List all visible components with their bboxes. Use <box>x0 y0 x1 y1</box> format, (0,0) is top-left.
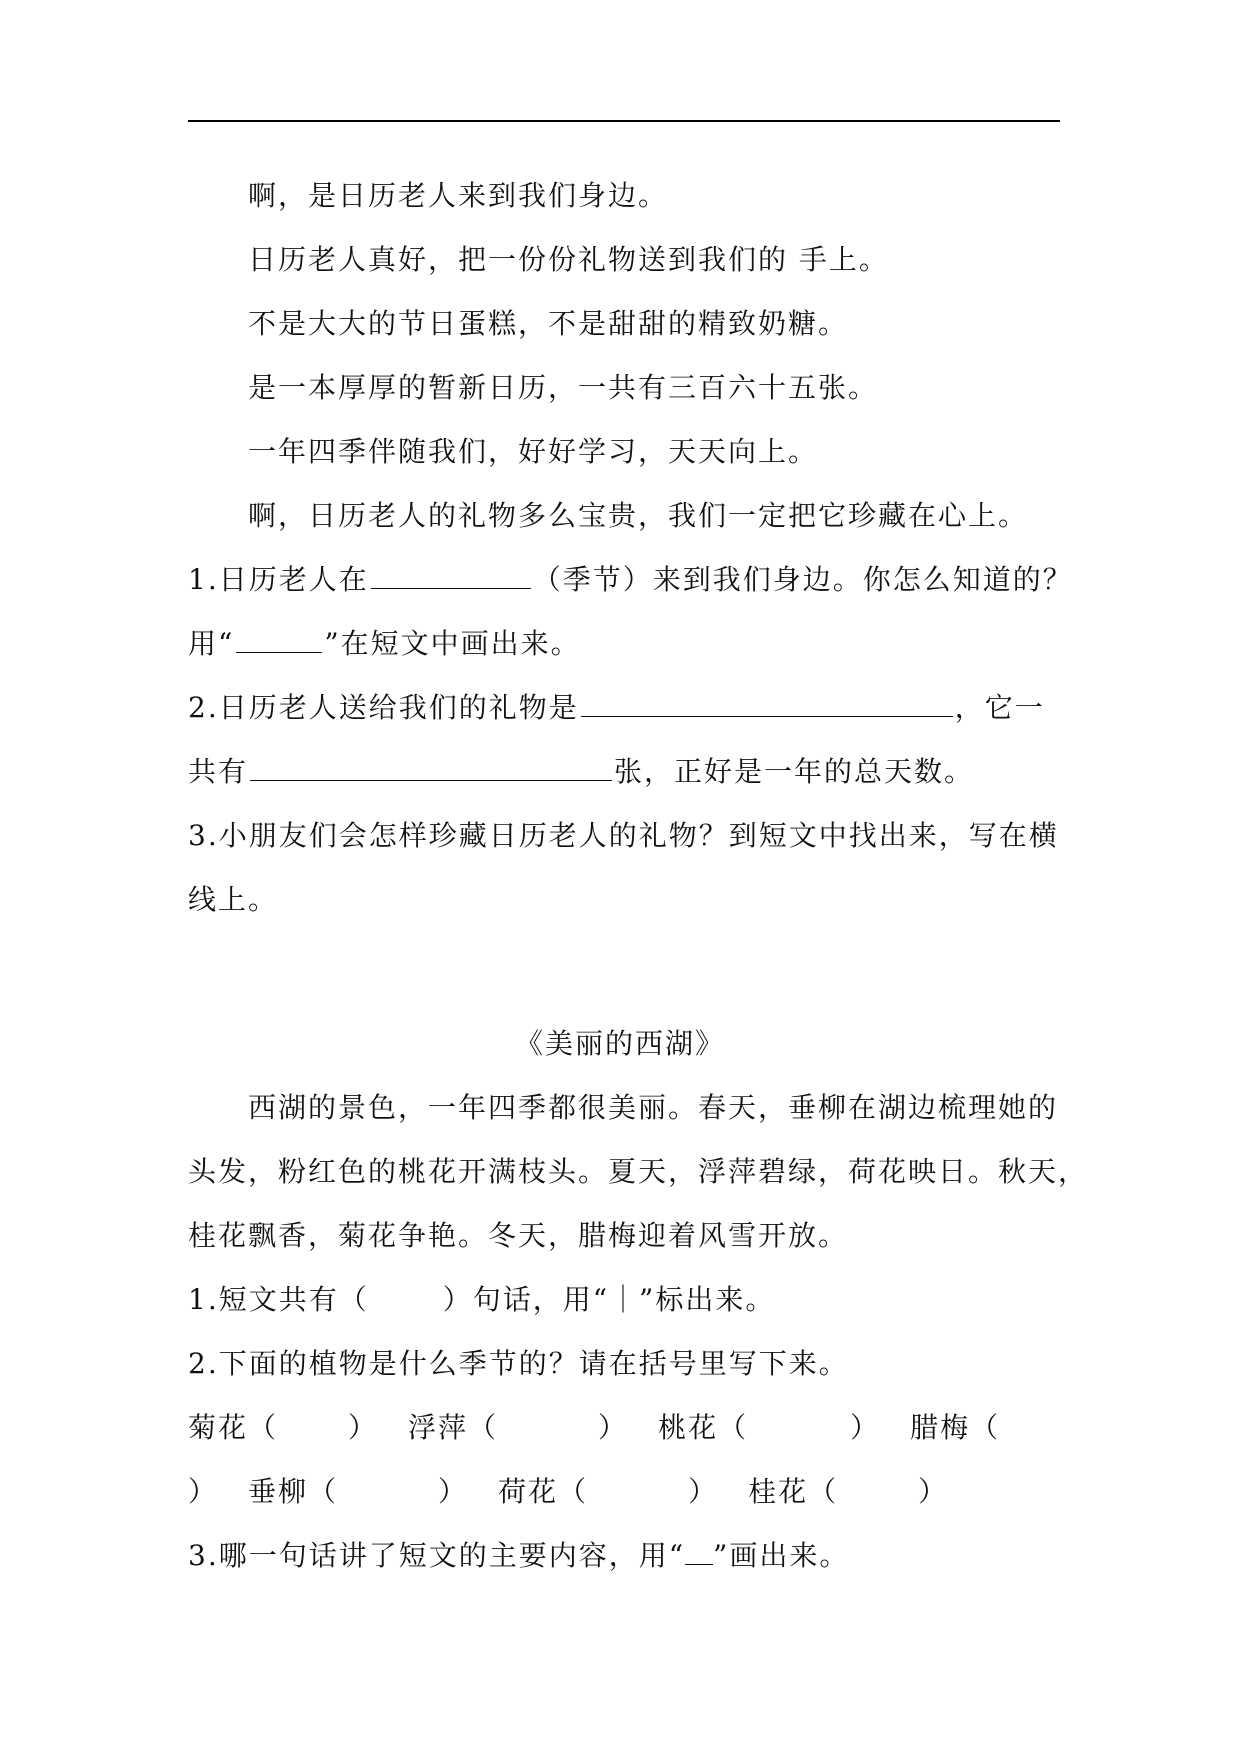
poem-line-5: 一年四季伴随我们，好好学习，天天向上。 <box>248 435 819 468</box>
question-1-text-b: （季节）来到我们身边。你怎么知道的？ <box>532 563 1073 596</box>
bracket-close: ） <box>188 1475 219 1508</box>
bracket-close: ） <box>850 1411 881 1444</box>
poem-line-4: 是一本厚厚的暂新日历，一共有三百六十五张。 <box>248 371 879 404</box>
question-1-text-a: 1.日历老人在 <box>188 563 369 596</box>
bracket-close: ） <box>688 1475 719 1508</box>
westlake-title: 《美丽的西湖》 <box>514 1027 725 1060</box>
question-3-line-1: 3.小朋友们会怎样珍藏日历老人的礼物？到短文中找出来，写在横 <box>188 819 1059 852</box>
bracket-close: ） <box>438 1475 469 1508</box>
page-count-answer-blank[interactable] <box>250 752 612 781</box>
westlake-question-2: 2.下面的植物是什么季节的？请在括号里写下来。 <box>188 1347 849 1380</box>
plants-row-2 <box>188 1472 1088 1512</box>
question-1-line-1 <box>188 560 1088 600</box>
question-2-line-1 <box>188 688 1088 728</box>
westlake-para-line-3: 桂花飘香，菊花争艳。冬天，腊梅迎着风雪开放。 <box>188 1219 849 1252</box>
westlake-q1-text-a: 1.短文共有（ <box>188 1283 369 1316</box>
westlake-para-line-2: 头发，粉红色的桃花开满枝头。夏天，浮萍碧绿，荷花映日。秋天， <box>188 1155 1089 1188</box>
question-1-line-2 <box>188 624 1088 664</box>
poem-line-3: 不是大大的节日蛋糕，不是甜甜的精致奶糖。 <box>248 307 849 340</box>
westlake-para-line-1: 西湖的景色，一年四季都很美丽。春天，垂柳在湖边梳理她的 <box>248 1091 1059 1124</box>
westlake-q1-text-b: ）句话，用“｜”标出来。 <box>442 1283 776 1316</box>
plant-osmanthus: 桂花（ <box>748 1475 839 1508</box>
plant-weeping-willow: 垂柳（ <box>248 1475 339 1508</box>
poem-line-6: 啊，日历老人的礼物多么宝贵，我们一定把它珍藏在心上。 <box>248 499 1029 532</box>
westlake-q3-text-a: 3.哪一句话讲了短文的主要内容，用“ <box>188 1539 686 1572</box>
plant-chrysanthemum: 菊花（ <box>188 1411 279 1444</box>
poem-line-2: 日历老人真好，把一份份礼物送到我们的 手上。 <box>248 243 889 276</box>
bracket-close: ） <box>348 1411 379 1444</box>
westlake-q3-text-b: ”画出来。 <box>713 1539 850 1572</box>
question-2-text-a: 2.日历老人送给我们的礼物是 <box>188 691 579 724</box>
westlake-question-3 <box>188 1536 1088 1576</box>
question-1-text-d: ”在短文中画出来。 <box>324 627 581 660</box>
question-2-text-b: ，它一 <box>954 691 1045 724</box>
header-rule <box>188 120 1060 122</box>
plant-wintersweet: 腊梅（ <box>910 1411 1001 1444</box>
gift-answer-blank[interactable] <box>581 688 953 717</box>
plant-lotus: 荷花（ <box>498 1475 589 1508</box>
bracket-close: ） <box>598 1411 629 1444</box>
season-answer-blank[interactable] <box>371 560 531 589</box>
bracket-close: ） <box>918 1475 949 1508</box>
poem-line-1: 啊，是日历老人来到我们身边。 <box>248 179 669 212</box>
underline-sample <box>236 624 322 653</box>
question-3-line-2: 线上。 <box>188 883 279 916</box>
question-2-text-c: 共有 <box>188 755 249 788</box>
plants-row-1 <box>188 1408 1088 1448</box>
plant-peach-blossom: 桃花（ <box>658 1411 749 1444</box>
westlake-question-1 <box>188 1280 1088 1320</box>
question-2-text-d: 张，正好是一年的总天数。 <box>614 755 975 788</box>
underline-sample <box>685 1536 713 1565</box>
question-1-text-c: 用“ <box>188 627 235 660</box>
plant-duckweed: 浮萍（ <box>408 1411 499 1444</box>
question-2-line-2 <box>188 752 1088 792</box>
